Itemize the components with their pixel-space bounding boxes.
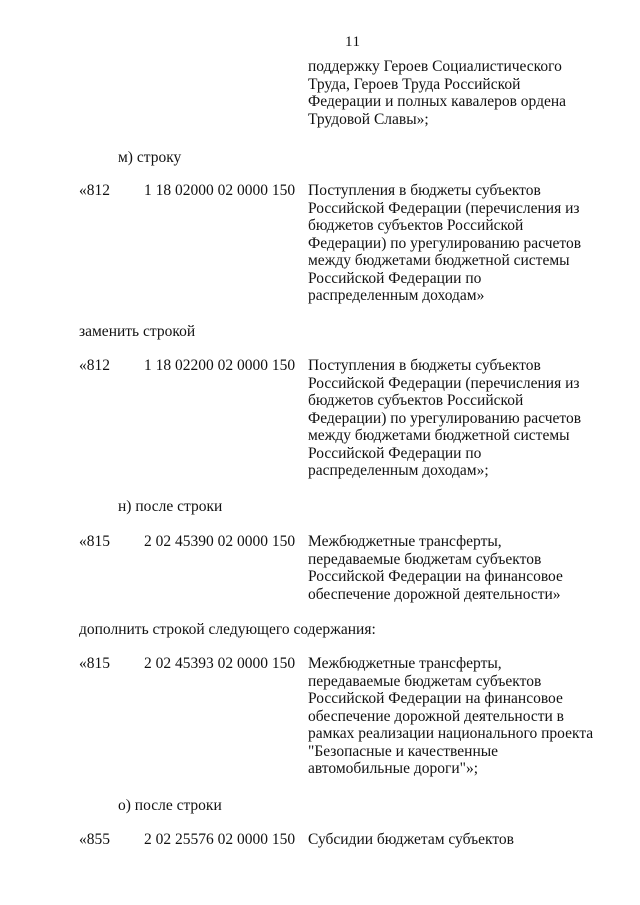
desc-line: Труда, Героев Труда Российской (308, 75, 521, 93)
page-number: 11 (345, 34, 361, 50)
row-description (308, 831, 514, 849)
desc-line: Поступления в бюджеты субъектов (308, 357, 541, 374)
desc-line: бюджетов субъектов Российской (308, 217, 524, 234)
admin-code: «812 (79, 357, 110, 374)
admin-code: «812 (79, 182, 110, 199)
desc-line: передаваемые бюджетам субъектов (308, 672, 542, 690)
desc-line: Российской Федерации по (308, 444, 482, 462)
desc-line: Российской Федерации на финансовое (308, 568, 563, 585)
desc-line: Межбюджетные трансферты, (308, 655, 502, 672)
desc-line: автомобильные дороги"»; (308, 760, 479, 777)
desc-line: между бюджетами бюджетной системы (308, 252, 570, 269)
desc-line: Российской Федерации (перечисления из (308, 199, 580, 217)
desc-line: Российской Федерации по (308, 269, 482, 287)
subsection-label: н) после строки (118, 498, 223, 515)
row-description (308, 182, 581, 305)
kbk-code: 2 02 45390 02 0000 150 (144, 533, 296, 550)
row-description (308, 655, 593, 778)
desc-line: Субсидии бюджетам субъектов (308, 831, 514, 848)
admin-code: «815 (79, 655, 110, 672)
instruction-label: заменить строкой (79, 323, 196, 340)
kbk-code: 1 18 02000 02 0000 150 (144, 182, 296, 199)
kbk-code: 2 02 25576 02 0000 150 (144, 831, 296, 848)
row-description (308, 357, 581, 480)
desc-line: между бюджетами бюджетной системы (308, 427, 570, 444)
intro-description (308, 58, 566, 128)
desc-line: Федерации) по урегулированию расчетов (308, 409, 582, 427)
kbk-code: 2 02 45393 02 0000 150 (144, 655, 296, 672)
desc-line: Российской Федерации (перечисления из (308, 374, 580, 392)
desc-line: Трудовой Славы»; (308, 110, 429, 128)
desc-line: Федерации и полных кавалеров ордена (308, 93, 567, 110)
admin-code: «815 (79, 533, 110, 550)
desc-line: Российской Федерации на финансовое (308, 690, 563, 707)
subsection-label: м) строку (118, 149, 182, 166)
desc-line: Межбюджетные трансферты, (308, 533, 502, 550)
desc-line: поддержку Героев Социалистического (308, 58, 562, 75)
desc-line: обеспечение дорожной деятельности» (308, 585, 561, 603)
desc-line: обеспечение дорожной деятельности в (308, 707, 564, 725)
desc-line: "Безопасные и качественные (308, 742, 499, 760)
desc-line: распределенным доходам» (308, 287, 485, 304)
instruction-label: дополнить строкой следующего содержания: (79, 621, 376, 638)
subsection-label: о) после строки (118, 797, 222, 814)
kbk-code: 1 18 02200 02 0000 150 (144, 357, 296, 374)
desc-line: распределенным доходам»; (308, 462, 489, 479)
admin-code: «855 (79, 831, 110, 848)
desc-line: бюджетов субъектов Российской (308, 392, 524, 409)
desc-line: передаваемые бюджетам субъектов (308, 550, 542, 568)
desc-line: Поступления в бюджеты субъектов (308, 182, 541, 199)
row-description (308, 533, 563, 603)
desc-line: Федерации) по урегулированию расчетов (308, 234, 582, 252)
desc-line: рамках реализации национального проекта (308, 725, 594, 742)
